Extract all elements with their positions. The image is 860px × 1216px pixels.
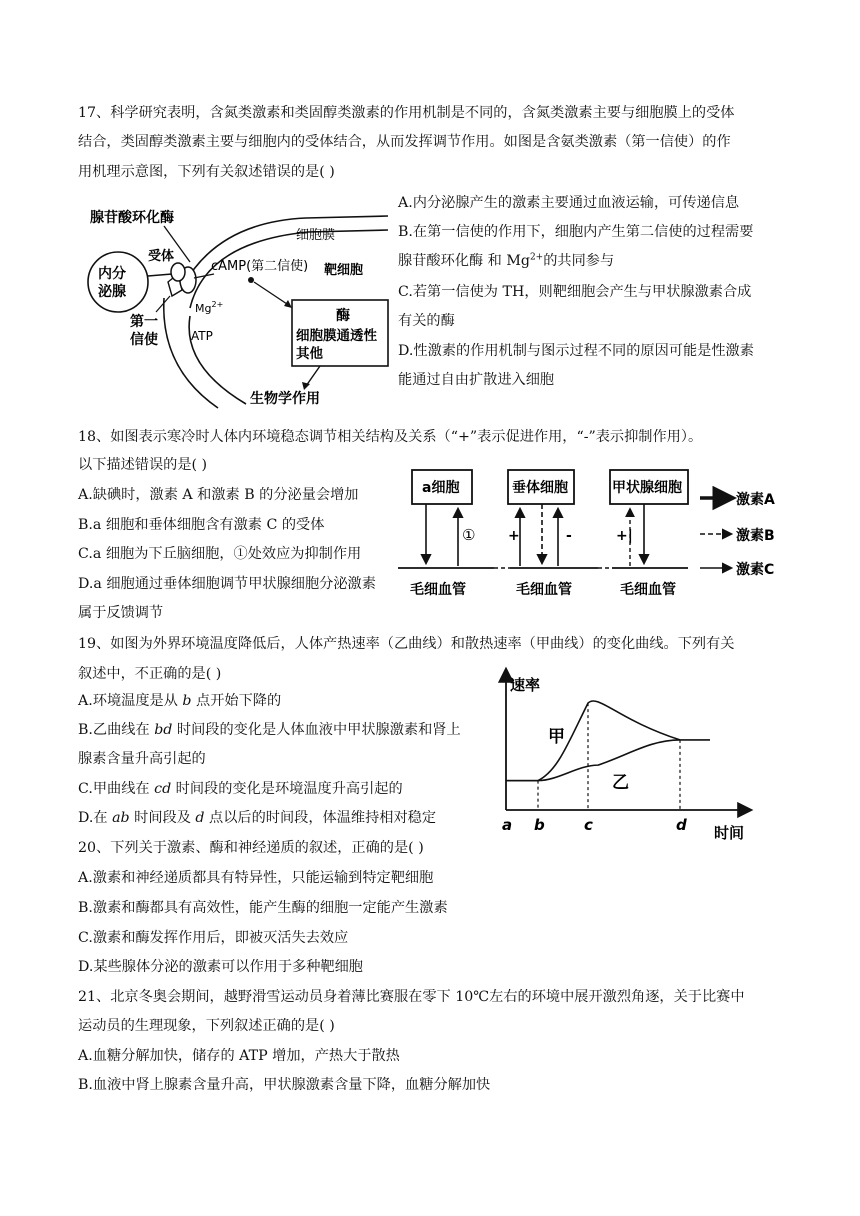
legend-hormone-a: 激素A	[736, 492, 775, 508]
label-plus-bar: +|	[616, 528, 633, 544]
series-yi-label: 乙	[612, 773, 629, 793]
label-first-messenger-1: 第一	[130, 314, 158, 330]
label-minus: -	[566, 528, 572, 544]
q19-option-b-line2: 腺素含量升高引起的	[78, 751, 206, 767]
legend-hormone-b: 激素B	[736, 528, 775, 544]
q21-stem-line2: 运动员的生理现象，下列叙述正确的是( )	[78, 1018, 335, 1034]
label-cell-membrane: 细胞膜	[296, 228, 336, 243]
endocrine-gland-circle	[88, 252, 148, 312]
q18-stem-line2: 以下描述错误的是( )	[78, 457, 208, 473]
label-permeability: 细胞膜通透性	[296, 328, 377, 344]
x-tick-a: a	[502, 816, 513, 834]
label-adenylate-cyclase: 腺苷酸环化酶	[90, 210, 174, 226]
series-yi-line	[506, 740, 680, 781]
label-capillary-3: 毛细血管	[620, 582, 676, 598]
q19-rate-chart	[494, 662, 774, 842]
label-capillary-2: 毛细血管	[516, 582, 572, 598]
label-pituitary: 垂体细胞	[512, 480, 568, 496]
label-biological-effect: 生物学作用	[250, 391, 320, 407]
q17-option-a: A.内分泌腺产生的激素主要通过血液运输，可传递信息	[398, 195, 740, 211]
q18-regulation-diagram	[398, 460, 790, 602]
q20-option-b: B.激素和酶都具有高效性，能产生酶的细胞一定能产生激素	[78, 900, 448, 916]
series-jia-label: 甲	[548, 727, 565, 747]
label-enzyme: 酶	[336, 308, 350, 324]
q19-option-a: A.环境温度是从 b 点开始下降的	[78, 693, 282, 709]
q18-option-d-line2: 属于反馈调节	[78, 605, 164, 621]
q18-option-c: C.a 细胞为下丘脑细胞，①处效应为抑制作用	[78, 546, 362, 562]
q17-stem-line1: 17、科学研究表明，含氮类激素和类固醇类激素的作用机制是不同的，含氮类激素主要与细胞膜上的受体	[78, 105, 735, 121]
q21-option-a: A.血糖分解加快，储存的 ATP 增加，产热大于散热	[78, 1048, 400, 1064]
label-other: 其他	[296, 346, 323, 362]
q17-hormone-mechanism-diagram	[78, 198, 396, 410]
q17-option-c-line1: C.若第一信使为 TH，则靶细胞会产生与甲状腺激素合成	[398, 284, 752, 300]
q19-stem-line1: 19、如图为外界环境温度降低后，人体产热速率（乙曲线）和散热速率（甲曲线）的变化曲线。下列有关	[78, 636, 735, 652]
x-tick-b: b	[534, 816, 545, 834]
q17-option-c-line2: 有关的酶	[398, 313, 455, 329]
label-gland-line2: 泌腺	[98, 284, 126, 300]
q18-option-b: B.a 细胞和垂体细胞含有激素 C 的受体	[78, 517, 325, 533]
label-atp: ATP	[191, 329, 213, 343]
label-plus: +	[508, 528, 520, 544]
q17-stem-line3: 用机理示意图，下列有关叙述错误的是( )	[78, 164, 335, 180]
label-circle-1: ①	[462, 526, 476, 544]
label-capillary-1: 毛细血管	[410, 582, 466, 598]
y-axis-label: 速率	[510, 676, 541, 694]
x-axis-label: 时间	[714, 824, 745, 842]
q21-stem-line1: 21、北京冬奥会期间，越野滑雪运动员身着薄比赛服在零下 10℃左右的环境中展开激烈角逐，关于比赛中	[78, 989, 745, 1005]
q20-option-d: D.某些腺体分泌的激素可以作用于多种靶细胞	[78, 959, 363, 975]
label-mg: $Mg^{2+}$	[195, 300, 224, 315]
q17-option-d-line1: D.性激素的作用机制与图示过程不同的原因可能是性激素	[398, 343, 754, 359]
label-first-messenger-2: 信使	[130, 332, 158, 348]
label-a-cell: a细胞	[422, 480, 460, 496]
q17-option-b-line1: B.在第一信使的作用下，细胞内产生第二信使的过程需要	[398, 224, 754, 240]
q19-option-d: D.在 ab 时间段及 d 点以后的时间段，体温维持相对稳定	[78, 810, 437, 826]
x-tick-d: d	[676, 816, 687, 834]
label-target-cell: 靶细胞	[324, 263, 364, 278]
q17-option-d-line2: 能通过自由扩散进入细胞	[398, 372, 555, 388]
q18-stem-line1: 18、如图表示寒冷时人体内环境稳态调节相关结构及关系（“+”表示促进作用，“-”表示抑制作用）。	[78, 429, 703, 445]
q17-option-b-line2: 腺苷酸环化酶 和 $Mg^{2+}$的共同参与	[398, 252, 615, 269]
label-thyroid: 甲状腺细胞	[612, 480, 682, 496]
q20-option-c: C.激素和酶发挥作用后，即被灭活失去效应	[78, 930, 349, 946]
label-receptor: 受体	[148, 249, 175, 264]
q20-option-a: A.激素和神经递质都具有特异性，只能运输到特定靶细胞	[78, 870, 434, 886]
q20-stem: 20、下列关于激素、酶和神经递质的叙述，正确的是( )	[78, 840, 424, 856]
q19-option-c: C.甲曲线在 cd 时间段的变化是环境温度升高引起的	[78, 781, 403, 797]
legend-hormone-c: 激素C	[736, 562, 775, 578]
q19-stem-line2: 叙述中，不正确的是( )	[78, 666, 222, 682]
q18-option-d-line1: D.a 细胞通过垂体细胞调节甲状腺细胞分泌激素	[78, 576, 376, 592]
x-tick-c: c	[584, 816, 593, 834]
q17-stem-line2: 结合，类固醇类激素主要与细胞内的受体结合，从而发挥调节作用。如图是含氨类激素（第一信使）的作	[78, 134, 731, 150]
q21-option-b: B.血液中肾上腺素含量升高，甲状腺激素含量下降，血糖分解加快	[78, 1077, 491, 1093]
q18-option-a: A.缺碘时，激素 A 和激素 B 的分泌量会增加	[78, 487, 359, 503]
label-gland-line1: 内分	[98, 266, 126, 282]
label-camp: cAMP(第二信使)	[211, 259, 309, 274]
q19-option-b-line1: B.乙曲线在 bd 时间段的变化是人体血液中甲状腺激素和肾上	[78, 722, 461, 738]
